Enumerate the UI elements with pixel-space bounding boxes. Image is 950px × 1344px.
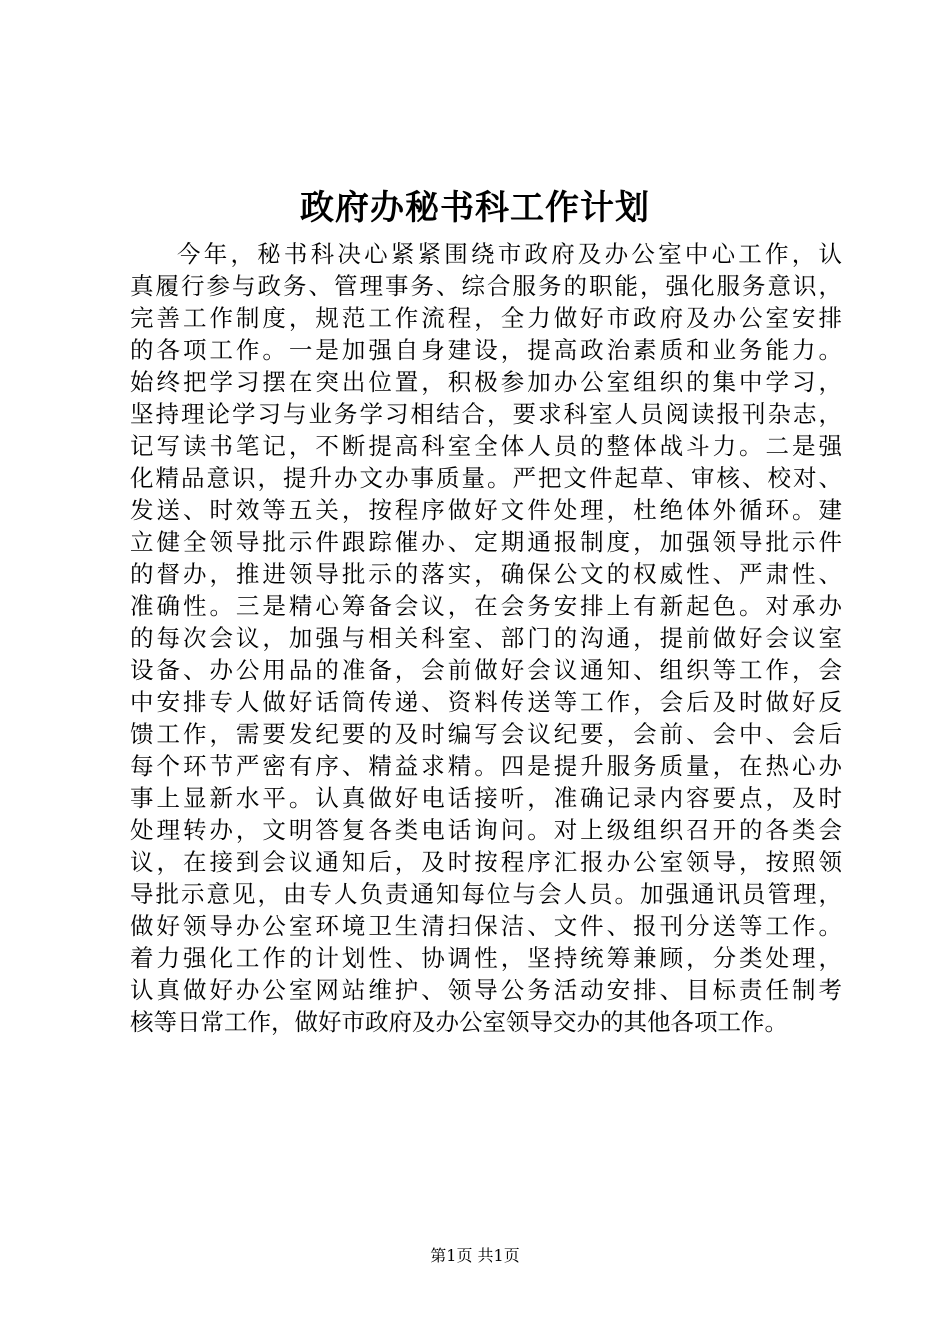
body-line: 发送、时效等五关，按程序做好文件处理，杜绝体外循环。建 xyxy=(130,496,842,524)
body-line: 始终把学习摆在突出位置，积极参加办公室组织的集中学习， xyxy=(130,368,842,396)
page-footer: 第1页 共1页 xyxy=(430,1246,520,1265)
body-line: 每个环节严密有序、精益求精。四是提升服务质量，在热心办 xyxy=(130,752,842,780)
body-line: 立健全领导批示件跟踪催办、定期通报制度，加强领导批示件 xyxy=(130,528,842,556)
body-line: 的督办，推进领导批示的落实，确保公文的权威性、严肃性、 xyxy=(130,560,842,588)
body-line: 处理转办，文明答复各类电话询问。对上级组织召开的各类会 xyxy=(130,816,842,844)
body-line: 今年，秘书科决心紧紧围绕市政府及办公室中心工作，认 xyxy=(177,240,842,268)
body-line: 记写读书笔记，不断提高科室全体人员的整体战斗力。二是强 xyxy=(130,432,842,460)
body-line: 的各项工作。一是加强自身建设，提高政治素质和业务能力。 xyxy=(130,336,842,364)
document-title: 政府办秘书科工作计划 xyxy=(300,188,650,228)
body-line: 认真做好办公室网站维护、领导公务活动安排、目标责任制考 xyxy=(130,976,842,1004)
body-line: 化精品意识，提升办文办事质量。严把文件起草、审核、校对、 xyxy=(130,464,842,492)
document-body xyxy=(130,238,842,1038)
body-line: 核等日常工作，做好市政府及办公室领导交办的其他各项工作。 xyxy=(130,1008,788,1036)
body-line: 中安排专人做好话筒传递、资料传送等工作，会后及时做好反 xyxy=(130,688,842,716)
body-line: 着力强化工作的计划性、协调性，坚持统筹兼顾，分类处理， xyxy=(130,944,842,972)
body-line: 议，在接到会议通知后，及时按程序汇报办公室领导，按照领 xyxy=(130,848,842,876)
body-line: 设备、办公用品的准备，会前做好会议通知、组织等工作，会 xyxy=(130,656,842,684)
body-line: 坚持理论学习与业务学习相结合，要求科室人员阅读报刊杂志， xyxy=(130,400,842,428)
body-line: 的每次会议，加强与相关科室、部门的沟通，提前做好会议室 xyxy=(130,624,842,652)
body-line: 真履行参与政务、管理事务、综合服务的职能，强化服务意识， xyxy=(130,272,842,300)
body-line: 馈工作，需要发纪要的及时编写会议纪要，会前、会中、会后 xyxy=(130,720,842,748)
body-line: 导批示意见，由专人负责通知每位与会人员。加强通讯员管理， xyxy=(130,880,842,908)
body-line: 完善工作制度，规范工作流程，全力做好市政府及办公室安排 xyxy=(130,304,842,332)
body-line: 事上显新水平。认真做好电话接听，准确记录内容要点，及时 xyxy=(130,784,842,812)
body-line: 准确性。三是精心筹备会议，在会务安排上有新起色。对承办 xyxy=(130,592,842,620)
body-line: 做好领导办公室环境卫生清扫保洁、文件、报刊分送等工作。 xyxy=(130,912,842,940)
